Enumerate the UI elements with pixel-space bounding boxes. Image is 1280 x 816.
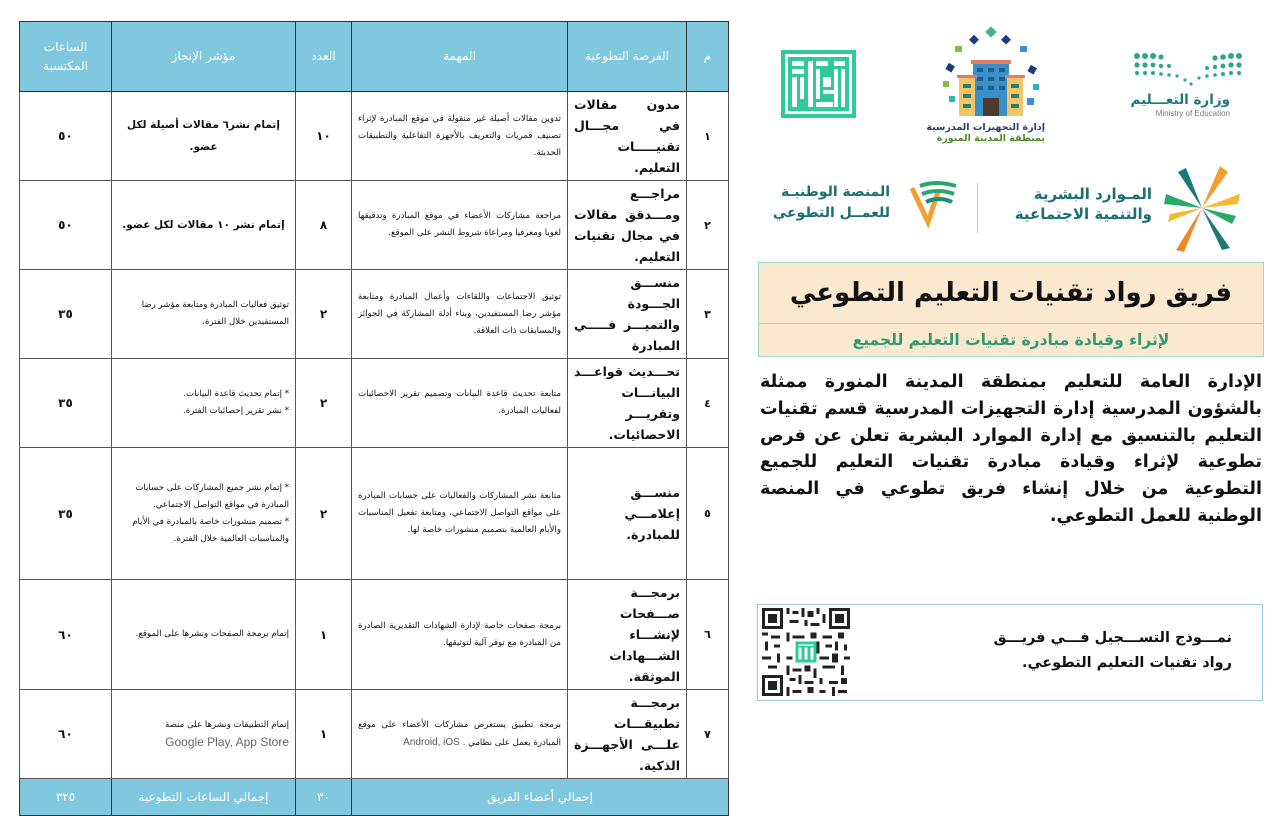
row-task: تدوين مقالات أصيلة غير منقولة في موقع المبادرة لإثراء تصنيف قمريات والتعريف بالأجهزة التفاعلية والتطبيقات الحديثة. (352, 92, 568, 181)
row-num: ٦ (687, 580, 729, 690)
task-text: برمجة تطبيق يستعرض مشاركات الأعضاء على موقع المبادرة يعمل على نظامي (358, 719, 561, 748)
volunteer-opportunities-table (19, 21, 728, 804)
row-task: مراجعة مشاركات الأعضاء في موقع المبادرة وتدقيقها لغويا ومعرفيا ومراعاة شروط النشر على الموقع. (352, 181, 568, 270)
announcement-text: الإدارة العامة للتعليم بمنطقة المدينة المنورة ممثلة بالشؤون المدرسية إدارة التجهيزات المدرسية قسم تقنيات التعليم بالتنسيق مع إدارة الموارد البشرية تعلن عن فرص تطوعية لإثراء وقيادة مبادرة تقنيات التعليم للجميع التطوعية من خلال إنشاء فريق تطوعي في المنصة الوطنية للعمل التطوعي. (760, 372, 1262, 526)
table-row (20, 181, 729, 270)
header-task: المهمة (352, 22, 568, 92)
nvp-mark-icon (908, 178, 960, 230)
footer-hours-total: ٣٢٥ (20, 779, 112, 816)
footer-members-total: ٣٠ (296, 779, 352, 816)
kpi-item: * إتمام نشر جميع المشاركات على حسابات المبادرة في مواقع التواصل الاجتماعي. (135, 482, 289, 510)
row-count: ٢ (296, 448, 352, 580)
row-count: ١ (296, 690, 352, 779)
footer-members-label: إجمالي أعضاء الفريق (352, 779, 729, 816)
row-num: ٣ (687, 270, 729, 359)
hr-star-icon (1162, 164, 1242, 252)
footer-hours-label: إجمالي الساعات التطوعية (112, 779, 296, 816)
qr-code-icon[interactable] (762, 608, 850, 696)
row-hours: ٣٥ (20, 270, 112, 359)
hr-line1: المـوارد البشرية (1033, 185, 1152, 203)
row-kpi (112, 448, 296, 580)
row-kpi (112, 580, 296, 690)
row-task: متابعة نشر المشاركات والفعاليات على حسابات المبادرة على مواقع التواصل الاجتماعي، ومتابعة تفعيل المناسبات والأيام العالمية بتصميم منشورات خاصة لها. (352, 448, 568, 580)
row-hours: ٣٥ (20, 359, 112, 448)
kpi-item: إتمام التطبيقات ونشرها على منصة (165, 720, 289, 730)
table-row (20, 270, 729, 359)
equipment-logo-line1: إدارة التجهيزات المدرسية (926, 122, 1045, 133)
row-count: ٢ (296, 270, 352, 359)
kpi-item: إتمام نشر٦ مقالات أصيلة لكل عضو. (127, 119, 280, 153)
nvp-name (773, 182, 890, 224)
kpi-item: توثيق فعاليات المبادرة ومتابعة مؤشر رضا المستفيدين خلال الفترة. (141, 300, 289, 327)
kpi-item: * تصميم منشورات خاصة بالمبادرة في الأيام والمناسبات العالمية خلال الفترة. (132, 516, 289, 544)
row-task (352, 690, 568, 779)
row-opportunity: برمجـــة صـــفحات لإنشـــاء الشـــهادات الموثقة. (568, 580, 687, 690)
nvp-line1: المنصة الوطنيـة (780, 184, 890, 200)
equipment-logo-line2: بمنطقة المدينة المنورة (936, 133, 1045, 144)
ministry-of-education-logo (1095, 50, 1255, 118)
table-footer-row (20, 779, 729, 816)
logo-divider (977, 183, 978, 233)
ministry-dots-icon (1133, 52, 1243, 88)
national-volunteer-platform-logo (772, 170, 970, 240)
row-hours: ٥٠ (20, 92, 112, 181)
row-num: ١ (687, 92, 729, 181)
table-header-row (20, 22, 729, 92)
taqniat-logo-icon (781, 50, 856, 118)
row-kpi (112, 690, 296, 779)
row-num: ٧ (687, 690, 729, 779)
row-num: ٥ (687, 448, 729, 580)
kpi-item: إتمام نشر ١٠ مقالات لكل عضو. (122, 219, 285, 231)
table-row (20, 359, 729, 448)
row-hours: ٥٠ (20, 181, 112, 270)
row-kpi (112, 92, 296, 181)
school-equipment-logo (926, 26, 1045, 154)
nvp-line2: للعمــل التطوعي (772, 205, 890, 221)
row-task: برمجة صفحات خاصة لإدارة الشهادات التقديرية الصادرة من المبادرة مع توفر آلية لتوثيقها. (352, 580, 568, 690)
kpi-item: * إتمام تحديث قاعدة البيانات. (183, 389, 289, 399)
row-opportunity: منســـق الجـــودة والتميـــز فـــــي المبادرة (568, 270, 687, 359)
row-kpi (112, 270, 296, 359)
row-count: ١٠ (296, 92, 352, 181)
row-opportunity: تحـــديث قواعـــد البيانـــات وتقريـــر الاحصائيات. (568, 359, 687, 448)
row-kpi (112, 181, 296, 270)
row-kpi (112, 359, 296, 448)
kpi-item: إتمام برمجة الصفحات ونشرها على الموقع. (135, 629, 289, 639)
page-title: فريق رواد تقنيات التعليم التطوعي (759, 263, 1263, 324)
registration-box (757, 604, 1263, 701)
registration-line1: نمـــوذج التســـجيل فـــي فريـــق (993, 630, 1232, 646)
page-subtitle: لإثراء وقيادة مبادرة تقنيات التعليم للجميع (852, 331, 1170, 349)
row-hours: ٦٠ (20, 580, 112, 690)
row-hours: ٦٠ (20, 690, 112, 779)
row-hours: ٣٥ (20, 448, 112, 580)
title-banner (758, 262, 1264, 357)
table-row (20, 690, 729, 779)
registration-line2: رواد تقنيات التعليم التطوعي. (1021, 655, 1232, 671)
row-task: متابعة تحديث قاعدة البيانات وتصميم تقرير الاحصائيات لفعاليات المبادرة. (352, 359, 568, 448)
row-count: ١ (296, 580, 352, 690)
header-opportunity: الفرصة التطوعية (568, 22, 687, 92)
table-row (20, 580, 729, 690)
row-opportunity: مراجـــع ومـــدقق مقالات في مجال تقنيات التعليم. (568, 181, 687, 270)
registration-form-text (994, 626, 1232, 676)
header-kpi: مؤشر الإنجاز (112, 22, 296, 92)
row-opportunity: منســـق إعلامـــي للمبادرة. (568, 448, 687, 580)
header-num: م (687, 22, 729, 92)
row-count: ٨ (296, 181, 352, 270)
header-hours: الساعات المكتسبة (20, 22, 112, 92)
hr-ministry-name (1015, 184, 1152, 224)
row-count: ٢ (296, 359, 352, 448)
ministry-name-en: Ministry of Education (1155, 109, 1230, 118)
kpi-stores: Google Play, App Store (165, 735, 289, 749)
row-num: ٢ (687, 181, 729, 270)
row-opportunity: مدون مقالات في مجـــال تقنيـــــات التعليم. (568, 92, 687, 181)
task-platforms: Android, iOS . (403, 736, 466, 748)
hr-line2: والتنمية الاجتماعية (1014, 205, 1152, 223)
row-opportunity: برمجـــة تطبيقـــات علـــى الأجهـــزة الذكية. (568, 690, 687, 779)
row-task: توثيق الاجتماعات واللقاءات وأعمال المبادرة ومتابعة مؤشر رضا المستفيدين، وبناء أدلة المشاركة في الجوائز والمسابقات ذات العلاقة. (352, 270, 568, 359)
ministry-name-ar: وزارة التعـــليم (1130, 92, 1230, 108)
row-num: ٤ (687, 359, 729, 448)
table-row (20, 92, 729, 181)
kpi-item: * نشر تقرير إحصائيات الفترة. (182, 406, 289, 416)
table-row (20, 448, 729, 580)
taqniat-logo (781, 50, 856, 118)
hr-ministry-logo (975, 164, 1250, 252)
building-icon (937, 26, 1045, 118)
header-count: العدد (296, 22, 352, 92)
